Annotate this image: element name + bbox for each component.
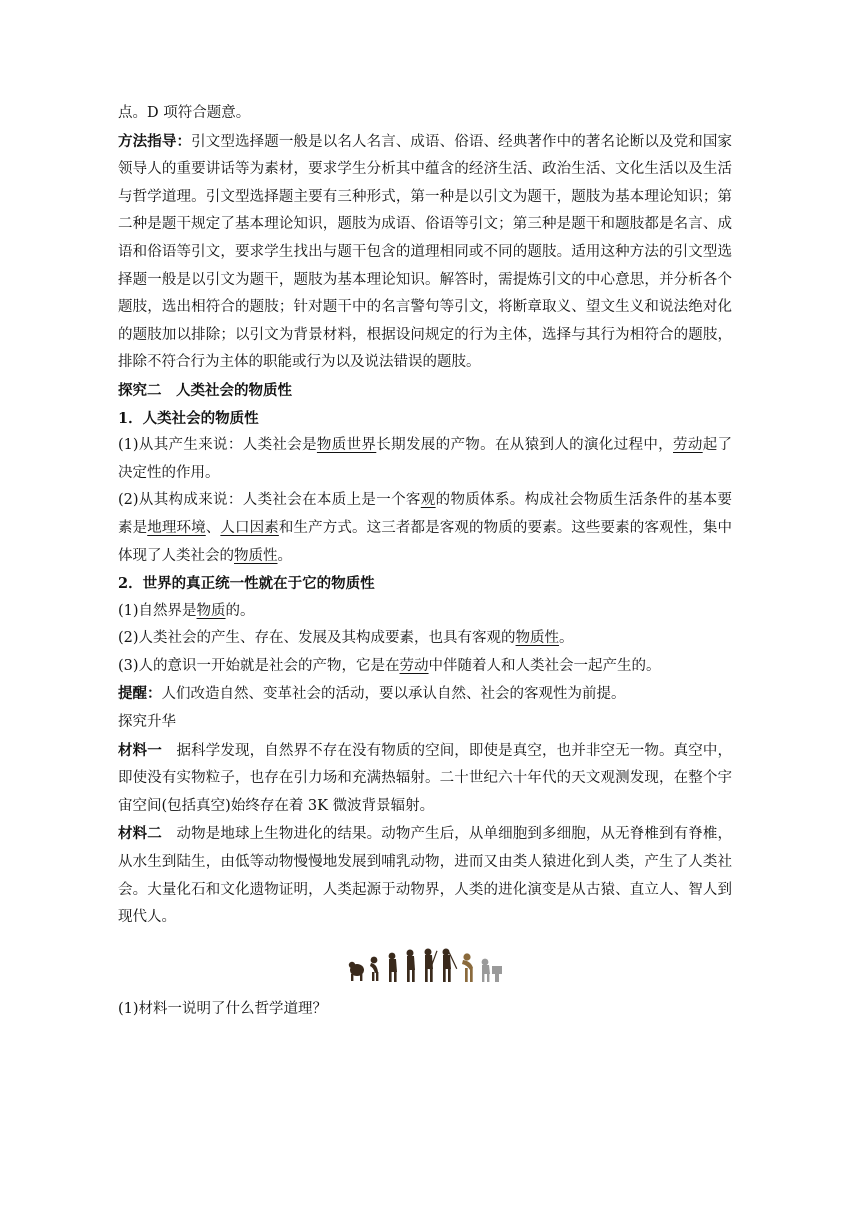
method-guidance-label: 方法指导： xyxy=(118,132,192,150)
text-segment: 中伴随着人和人类社会一起产生的。 xyxy=(428,657,661,674)
question-1: (1)材料一说明了什么哲学道理？ xyxy=(118,1000,328,1017)
s2-point-1 xyxy=(118,598,732,626)
text-segment: (2)人类社会的产生、存在、发展及其构成要素，也具有客观的 xyxy=(118,630,516,647)
material-1-paragraph xyxy=(118,737,732,821)
underlined-term: 物质性 xyxy=(234,547,278,564)
section-title: 探究二 人类社会的物质性 xyxy=(118,381,292,399)
method-guidance-text: 引文型选择题一般是以名人名言、成语、俗语、经典著作中的著名论断以及党和国家领导人的重要讲话等为素材，要求学生分析其中蕴含的经济生活、政治生活、文化生活以及生活与哲学道理。引文型选择题主要有三种形式，第一种是以引文为题干，题肢为基本理论知识；第二种是题干规定了基本理论知识，题肢为成语、俗语等引文；第三种是题干和题肢都是名言、成语和俗语等引文，要求学生找出与题干包含的道理相同或不同的题肢。 xyxy=(118,133,732,260)
method-guidance-text-2: 适用这种方法的引文型选择题一般是以引文为题干，题肢为基本理论知识。解答时，需提炼引文的中心意思，并分析各个题肢，选出相符合的题肢；针对题干中的名言警句等引文，将断章取义、望文生义和说法绝对化的题肢加以排除；以引文为背景材料，根据设问规定的行为主体，选择与其行为相符合的题肢，排除不符合行为主体的职能或行为以及说法错误的题肢。 xyxy=(118,243,732,371)
text-segment: 长期发展的产物。在从猿到人的演化过程中， xyxy=(376,437,674,454)
method-guidance-paragraph xyxy=(118,128,732,377)
underlined-term: 劳动 xyxy=(673,437,703,454)
text-segment: 、 xyxy=(205,519,221,536)
text-segment: (1)从其产生来说：人类社会是 xyxy=(118,437,317,454)
material-2-label: 材料二 xyxy=(118,825,162,843)
s1-point-1 xyxy=(118,432,732,487)
text-segment: 的。 xyxy=(225,602,255,619)
explore-title: 探究升华 xyxy=(118,714,176,731)
subsection-2-heading: 2．世界的真正统一性就在于它的物质性 xyxy=(118,575,375,593)
material-1-text: 据科学发现，自然界不存在没有物质的空间，即使是真空，也并非空无一物。真空中，即使没有实物粒子，也存在引力场和充满热辐射。二十世纪六十年代的天文观测发现，在整个宇宙空间(包括真空)始终存在着 3K 微波背景辐射。 xyxy=(118,742,733,814)
material-1-label: 材料一 xyxy=(118,741,162,759)
text-segment: (2)从其构成来说：人类社会在本质上是一个客 xyxy=(118,492,421,509)
text-segment: 起了决定性的作用。 xyxy=(118,437,733,481)
text-segment: 。 xyxy=(559,630,574,647)
text-segment: (1)自然界是 xyxy=(118,602,197,619)
tip-label: 提醒： xyxy=(118,685,162,703)
underlined-term: 观 xyxy=(420,492,436,509)
underlined-term: 劳动 xyxy=(399,657,429,674)
underlined-term: 地理环境 xyxy=(147,519,206,536)
underlined-term: 物质 xyxy=(196,602,226,619)
document-page xyxy=(118,100,732,1023)
s1-point-2 xyxy=(118,487,732,570)
s2-point-3 xyxy=(118,653,732,681)
text-segment: 和生产方式。这三者都是客观的物质的要素。这些要素的客观性，集中体现了人类社会的 xyxy=(118,519,733,564)
text-segment: 的物质体系。构成社会物质生活条件的基本要素是 xyxy=(118,492,732,536)
s2-point-2 xyxy=(118,625,732,653)
material-2-paragraph xyxy=(118,820,732,931)
human-evolution-illustration-icon xyxy=(345,948,505,982)
text-segment: (3)人的意识一开始就是社会的产物，它是在 xyxy=(118,657,400,674)
underlined-term: 物质性 xyxy=(515,630,560,647)
material-2-text: 动物是地球上生物进化的结果。动物产生后，从单细胞到多细胞，从无脊椎到有脊椎，从水生到陆生，由低等动物慢慢地发展到哺乳动物，进而又由类人猿进化到人类，产生了人类社会。大量化石和文化遗物证明，人类起源于动物界，人类的进化演变是从古猿、直立人、智人到现代人。 xyxy=(118,826,733,926)
underlined-term: 物质世界 xyxy=(316,437,377,454)
subsection-1-heading: 1．人类社会的物质性 xyxy=(118,409,259,427)
tip-text: 人们改造自然、变革社会的活动，要以承认自然、社会的客观性为前提。 xyxy=(161,686,626,703)
human-evolution-figure xyxy=(118,948,732,982)
text-segment: 。 xyxy=(277,547,292,564)
line-continuation: 点。D 项符合题意。 xyxy=(118,105,251,121)
tip-paragraph xyxy=(118,680,732,709)
underlined-term: 人口因素 xyxy=(220,519,279,536)
